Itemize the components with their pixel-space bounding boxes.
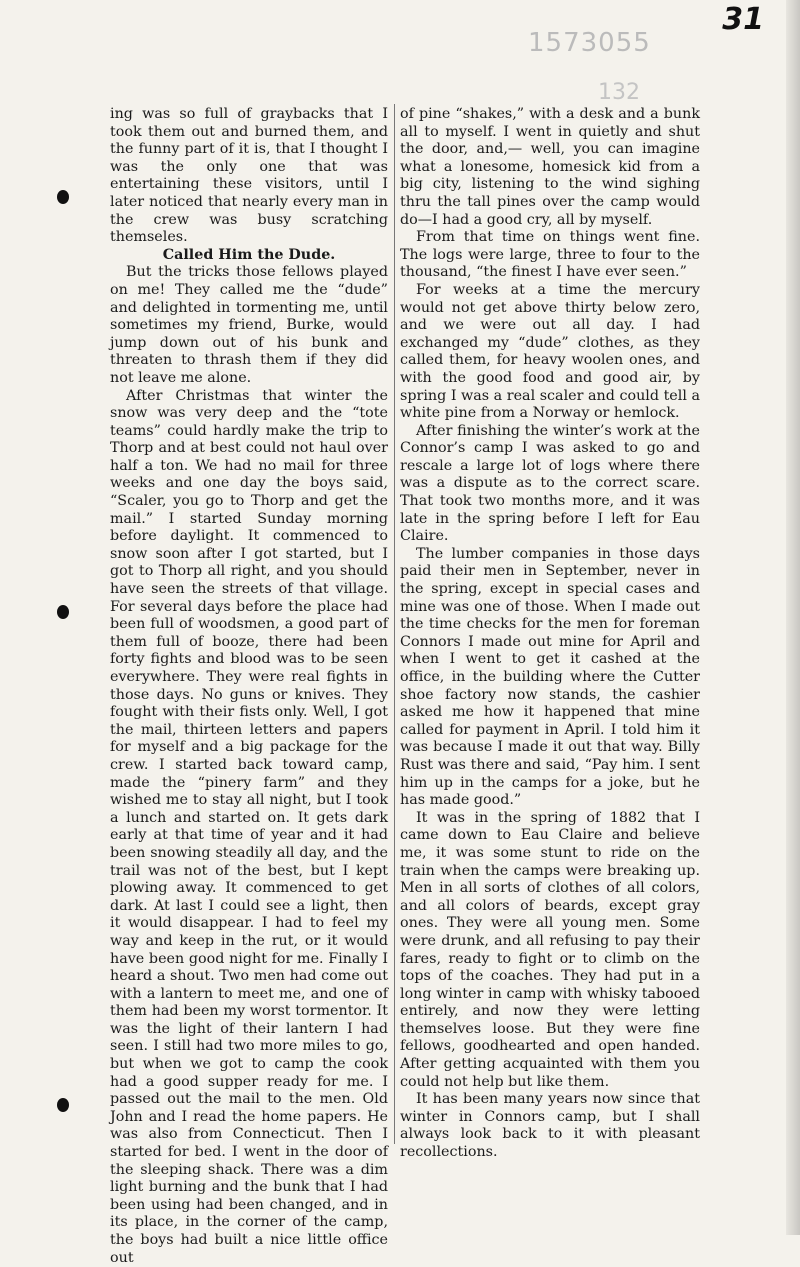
- paragraph: It was in the spring of 1882 that I came down to Eau Claire and believe me, it was some stunt to ride on the train when the camps were breaking up. Men in all sorts of clothes of all colors, and all colors of beards, except gray ones. They were all young men. Some were drunk, and all refusing to pay their fares, ready to fight or to climb on the tops of the coaches. They had put in a long winter in camp with whisky tabooed entirely, and now they were letting themselves loose. But they were fine fellows, goodhearted and open handed. After getting acquainted with them you could not help but like them.: [400, 810, 700, 1092]
- punch-hole-icon: [57, 1098, 69, 1112]
- paragraph: of pine “shakes,” with a desk and a bunk all to myself. I went in quietly and shut the door, and,— well, you can imagine what a lonesome, homesick kid from a big city, listening to the wind sighing thru the tall pines over the camp would do—I had a good cry, all by myself.: [400, 106, 700, 229]
- paragraph: After Christmas that winter the snow was very deep and the “tote teams” could hardly make the trip to Thorp and at best could not haul over half a ton. We had no mail for three weeks and one day the boys said, “Scaler, you go to Thorp and get the mail.” I started Sunday morning before daylight. It commenced to snow soon after I got started, but I got to Thorp all right, and you should have seen the streets of that village. For several days before the place had been full of woodsmen, a good part of them full of booze, there had been forty fights and blood was to be seen everywhere. They were real fights in those days. No guns or knives. They fought with their fists only. Well, I got the mail, thirteen letters and papers for myself and a big package for the crew. I started back toward camp, made the “pinery farm” and they wished me to stay all night, but I took a lunch and started on. It gets dark early at that time of year and it had been snowing steadily all day, and the trail was not of the best, but I kept plowing away. It commenced to get dark. At last I could see a light, then it would disappear. I had to feel my way and keep in the rut, or it would have been good night for me. Finally I heard a shout. Two men had come out with a lantern to meet me, and one of them had been my worst tormentor. It was the light of their lantern I had seen. I still had two more miles to go, but when we got to camp the cook had a good supper ready for me. I passed out the mail to the men. Old John and I read the home papers. He was also from Connecticut. Then I started for bed. I went in the door of the sleeping shack. There was a dim light burning and the bunk that I had been using had been changed, and in its place, in the corner of the camp, the boys had built a nice little office out: [110, 388, 388, 1267]
- punch-hole-icon: [57, 605, 69, 619]
- column-divider: [394, 104, 395, 1144]
- punch-hole-icon: [57, 190, 69, 204]
- handwritten-note: 1573055: [528, 28, 651, 58]
- paragraph: But the tricks those fellows played on me! They called me the “dude” and delighted in tormenting me, until sometimes my friend, Burke, would jump down out of his bunk and threaten to thrash them if they did not leave me alone.: [110, 264, 388, 387]
- page-number: 31: [722, 2, 764, 37]
- paragraph: ing was so full of graybacks that I took them out and burned them, and the funny part of it is, that I thought I was the only one that was entertaining these visitors, until I later noticed that nearly every man in the crew was busy scratching themseles.: [110, 106, 388, 247]
- paragraph: It has been many years now since that winter in Connors camp, but I shall always look back to it with pleasant recollections.: [400, 1091, 700, 1161]
- paragraph: The lumber companies in those days paid their men in September, never in the spring, except in special cases and mine was one of those. When I made out the time checks for the men for foreman Connors I made out mine for April and when I went to get it cashed at the office, in the building where the Cutter shoe factory now stands, the cashier asked me how it happened that mine called for payment in April. I told him it was because I made it out that way. Billy Rust was there and said, “Pay him. I sent him up in the camps for a joke, but he has made good.”: [400, 546, 700, 810]
- paragraph: After finishing the winter’s work at the Connor’s camp I was asked to go and rescale a large lot of logs where there was a dispute as to the correct scare. That took two months more, and it was late in the spring before I left for Eau Claire.: [400, 423, 700, 546]
- subheading: Called Him the Dude.: [110, 247, 388, 265]
- page-edge: [786, 0, 800, 1235]
- paragraph: For weeks at a time the mercury would not get above thirty below zero, and we were out all day. I had exchanged my “dude” clothes, as they called them, for heavy woolen ones, and with the good food and good air, by spring I was a real scaler and could tell a white pine from a Norway or hemlock.: [400, 282, 700, 423]
- right-column: [400, 106, 700, 1162]
- paragraph: From that time on things went fine. The logs were large, three to four to the thousand, “the finest I have ever seen.”: [400, 229, 700, 282]
- handwritten-note-faint: 132: [598, 80, 640, 105]
- left-column: [110, 106, 388, 1267]
